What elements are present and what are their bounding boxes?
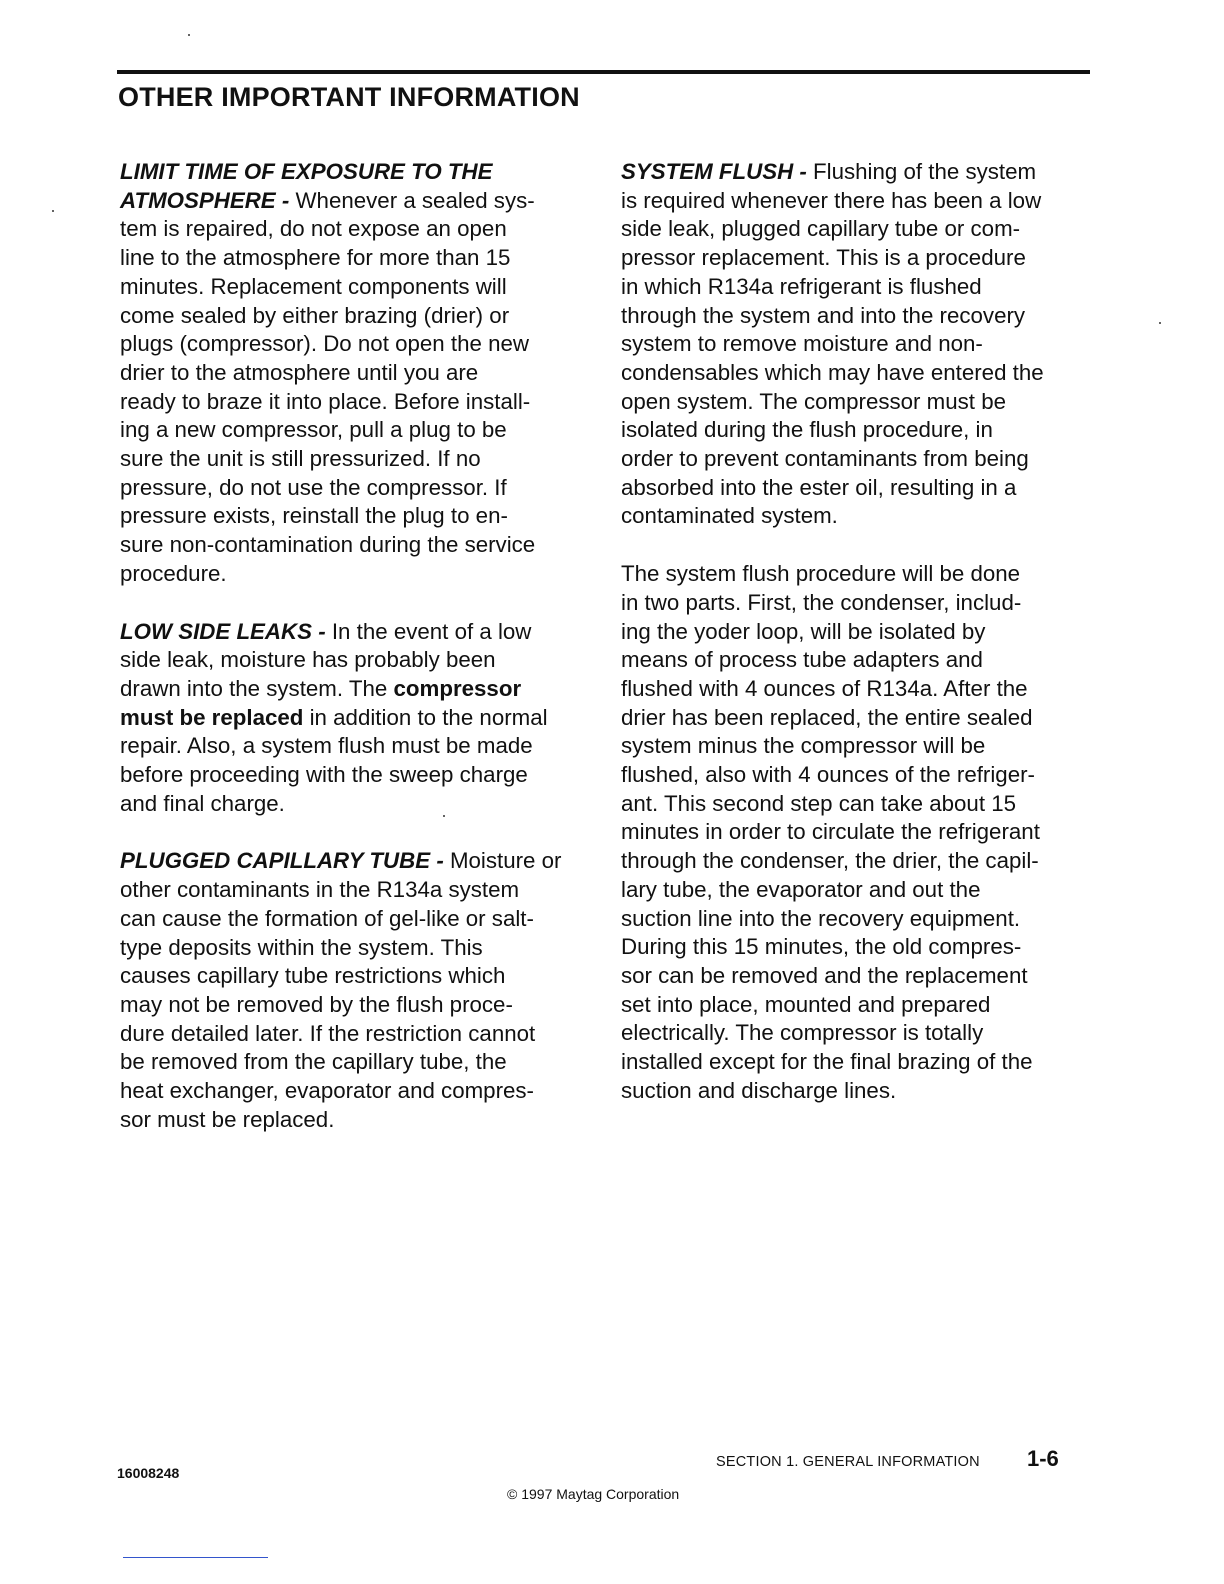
- scan-speck: [52, 210, 54, 212]
- text-line: isolated during the flush procedure, in: [621, 417, 993, 443]
- text-fragment: drawn into the system. The: [120, 675, 394, 701]
- flush-procedure-paragraph: [621, 560, 1097, 1105]
- text-line: minutes. Replacement components will: [120, 273, 507, 299]
- text-line: lary tube, the evaporator and out the: [621, 876, 981, 902]
- text-line: ing a new compressor, pull a plug to be: [120, 417, 507, 443]
- text-line: before proceeding with the sweep charge: [120, 762, 528, 788]
- limit-time-title-cont: ATMOSPHERE -: [120, 187, 290, 213]
- system-flush-title: SYSTEM FLUSH -: [621, 159, 807, 184]
- text-line: dure detailed later. If the restriction cannot: [120, 1020, 536, 1046]
- text-line: absorbed into the ester oil, resulting in a: [621, 474, 1017, 500]
- text-line: minutes in order to circulate the refrigerant: [621, 819, 1040, 845]
- text-line: ant. This second step can take about 15: [621, 790, 1017, 816]
- text-line: can cause the formation of gel-like or salt-: [120, 905, 534, 931]
- text-line: plugs (compressor). Do not open the new: [120, 331, 529, 357]
- emphasis-compressor: compressor: [393, 675, 522, 701]
- text-line: system to remove moisture and non-: [621, 331, 983, 357]
- text-line: procedure.: [120, 560, 227, 586]
- text-line: ing the yoder loop, will be isolated by: [621, 618, 986, 644]
- text-line: sor can be removed and the replacement: [621, 962, 1028, 988]
- plugged-title: PLUGGED CAPILLARY TUBE -: [120, 848, 444, 874]
- text-line: side leak, plugged capillary tube or com-: [621, 216, 1021, 242]
- scan-speck: [1159, 322, 1161, 324]
- text-line: through the system and into the recovery: [621, 302, 1026, 328]
- text-line: type deposits within the system. This: [120, 934, 483, 960]
- text-line: flushed with 4 ounces of R134a. After the: [621, 675, 1028, 701]
- bottom-divider: [123, 1557, 268, 1558]
- text-line: suction and discharge lines.: [621, 1077, 897, 1103]
- right-column: [621, 158, 1097, 1135]
- plugged-capillary-paragraph: [120, 847, 596, 1134]
- text-line: ready to braze it into place. Before install-: [120, 388, 531, 414]
- scan-speck: [188, 34, 190, 36]
- text-line: contaminated system.: [621, 503, 838, 529]
- text-line: may not be removed by the flush proce-: [120, 991, 513, 1017]
- limit-time-title: LIMIT TIME OF EXPOSURE TO THE: [120, 159, 493, 184]
- text-line: suction line into the recovery equipment.: [621, 905, 1021, 931]
- low-side-text: In the event of a low: [331, 618, 532, 644]
- system-flush-paragraph: [621, 158, 1097, 531]
- limit-time-text: Whenever a sealed sys-: [295, 187, 535, 213]
- text-line: come sealed by either brazing (drier) or: [120, 302, 510, 328]
- text-line: in two parts. First, the condenser, includ-: [621, 589, 1022, 615]
- text-line: sure non-contamination during the service: [120, 532, 536, 558]
- text-line: pressor replacement. This is a procedure: [621, 245, 1026, 271]
- text-line: pressure exists, reinstall the plug to en-: [120, 503, 508, 529]
- text-line: other contaminants in the R134a system: [120, 877, 520, 903]
- text-line: sure the unit is still pressurized. If no: [120, 446, 481, 472]
- text-line: installed except for the final brazing of the: [621, 1049, 1033, 1075]
- text-line: tem is repaired, do not expose an open: [120, 216, 507, 242]
- limit-time-paragraph: [120, 158, 596, 589]
- text-line: condensables which may have entered the: [621, 359, 1044, 385]
- text-line: flushed, also with 4 ounces of the refriger-: [621, 762, 1035, 788]
- text-line: order to prevent contaminants from being: [621, 446, 1029, 472]
- section-label: SECTION 1. GENERAL INFORMATION: [716, 1454, 980, 1470]
- text-line: During this 15 minutes, the old compres-: [621, 934, 1022, 960]
- emphasis-must-be-replaced: must be replaced: [120, 704, 304, 730]
- text-line: side leak, moisture has probably been: [120, 647, 496, 673]
- system-flush-text: Flushing of the system: [813, 159, 1037, 184]
- text-line: through the condenser, the drier, the capil-: [621, 848, 1039, 874]
- text-line: drier has been replaced, the entire sealed: [621, 704, 1033, 730]
- text-line: The system flush procedure will be done: [621, 561, 1021, 587]
- text-line: causes capillary tube restrictions which: [120, 963, 506, 989]
- copyright-notice: © 1997 Maytag Corporation: [507, 1486, 680, 1502]
- text-line: set into place, mounted and prepared: [621, 991, 991, 1017]
- text-line: system minus the compressor will be: [621, 733, 986, 759]
- text-line: be removed from the capillary tube, the: [120, 1049, 507, 1075]
- text-fragment: in addition to the normal: [303, 704, 548, 730]
- left-column: [120, 158, 596, 1164]
- text-line: in which R134a refrigerant is flushed: [621, 273, 982, 299]
- text-line: means of process tube adapters and: [621, 647, 983, 673]
- scan-speck: [443, 815, 445, 817]
- text-line: repair. Also, a system flush must be made: [120, 733, 533, 759]
- text-line: electrically. The compressor is totally: [621, 1020, 984, 1046]
- text-line: heat exchanger, evaporator and compres-: [120, 1078, 534, 1104]
- top-rule: [117, 70, 1090, 74]
- document-number: 16008248: [117, 1465, 180, 1481]
- text-line: and final charge.: [120, 790, 285, 816]
- text-line: is required whenever there has been a low: [621, 187, 1042, 213]
- page-title: OTHER IMPORTANT INFORMATION: [118, 82, 580, 112]
- text-line: open system. The compressor must be: [621, 388, 1006, 414]
- text-line: sor must be replaced.: [120, 1106, 335, 1132]
- low-side-leaks-paragraph: [120, 618, 596, 819]
- plugged-text: Moisture or: [449, 848, 562, 874]
- text-line: line to the atmosphere for more than 15: [120, 245, 511, 271]
- text-line: pressure, do not use the compressor. If: [120, 474, 507, 500]
- text-line: drier to the atmosphere until you are: [120, 359, 479, 385]
- page-number: 1-6: [1027, 1446, 1059, 1471]
- low-side-title: LOW SIDE LEAKS -: [120, 618, 326, 644]
